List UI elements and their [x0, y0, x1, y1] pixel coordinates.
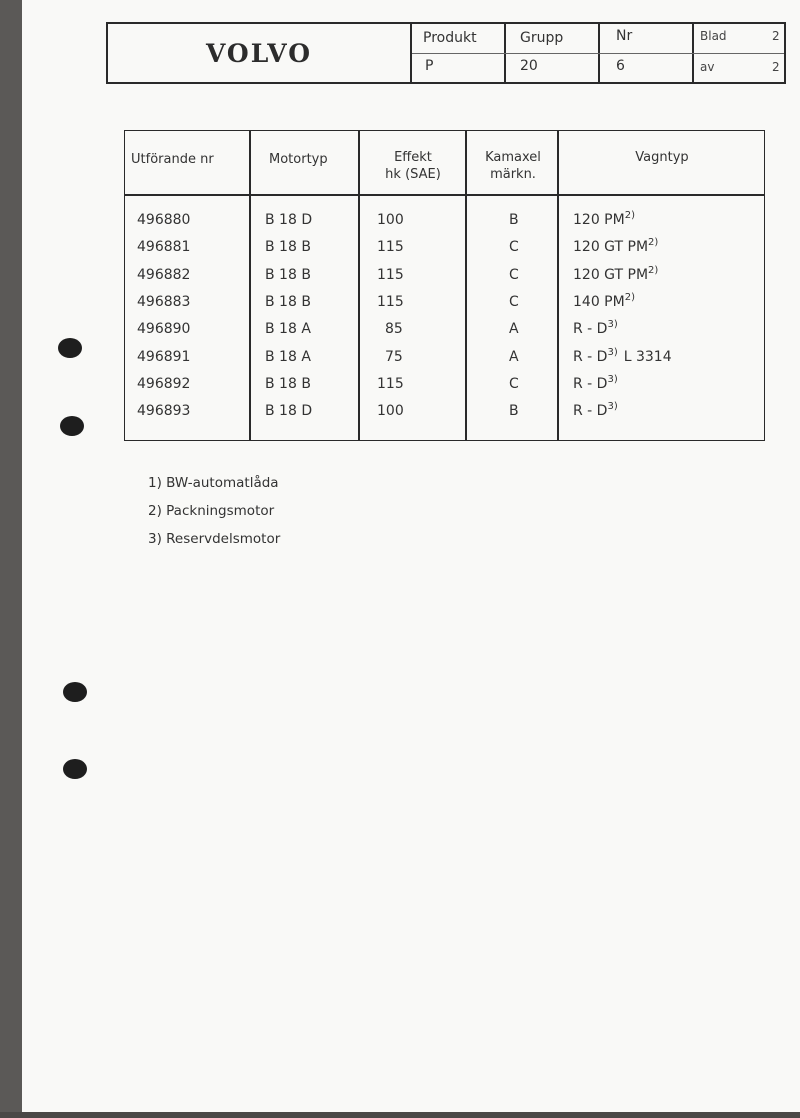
vagntyp-text: 120 PM — [573, 212, 625, 228]
punch-hole — [63, 759, 87, 779]
cell-motortyp: B 18 A — [265, 348, 311, 365]
produkt-value: P — [425, 58, 434, 74]
cell-kamaxel: A — [509, 348, 519, 365]
cell-motortyp: B 18 B — [265, 293, 311, 310]
header-effekt-line2: hk (SAE) — [385, 167, 441, 182]
cell-utforande: 496891 — [137, 348, 191, 365]
cell-vagntyp — [573, 321, 618, 337]
vagntyp-text: R - D — [573, 348, 608, 365]
cell-utforande: 496892 — [137, 375, 191, 392]
cell-effekt: 85 — [385, 321, 403, 338]
cell-effekt: 115 — [377, 239, 404, 256]
cell-utforande: 496883 — [137, 293, 191, 310]
cell-vagntyp — [573, 264, 659, 283]
produkt-label: Produkt — [423, 30, 477, 46]
vagntyp-text: R - D — [573, 375, 608, 392]
footnote-3: 3) Reservdelsmotor — [148, 531, 281, 547]
cell-vagntyp — [573, 212, 635, 228]
cell-utforande: 496881 — [137, 239, 191, 256]
cell-kamaxel: B — [509, 212, 519, 228]
grupp-value: 20 — [520, 58, 538, 74]
footnote-ref: 2) — [624, 291, 635, 303]
footnote-ref: 3) — [607, 319, 618, 331]
header-kamaxel — [469, 149, 557, 183]
cell-effekt: 75 — [385, 348, 403, 365]
cell-effekt: 100 — [377, 212, 404, 228]
document-header — [106, 22, 786, 84]
cell-motortyp: B 18 B — [265, 266, 311, 283]
footnote-ref: 2) — [648, 237, 659, 249]
footnote-ref: 3) — [607, 346, 618, 358]
cell-kamaxel: B — [509, 403, 519, 420]
cell-motortyp: B 18 A — [265, 321, 311, 338]
cell-motortyp: B 18 B — [265, 239, 311, 256]
footnote-ref: 2) — [648, 264, 659, 276]
cell-utforande: 496893 — [137, 403, 191, 420]
vagntyp-text: R - D — [573, 321, 608, 338]
punch-hole — [63, 682, 87, 702]
cell-utforande: 496890 — [137, 321, 191, 338]
cell-vagntyp — [573, 403, 618, 419]
cell-vagntyp — [573, 373, 618, 392]
footnote-ref: 3) — [607, 401, 618, 413]
vagntyp-extra: L 3314 — [623, 348, 672, 365]
cell-utforande: 496882 — [137, 266, 191, 283]
header-effekt-line1: Effekt — [394, 150, 432, 165]
cell-kamaxel: C — [509, 266, 519, 283]
footnote-1: 1) BW-automatlåda — [148, 475, 279, 491]
cell-kamaxel: C — [509, 293, 519, 310]
page-edge — [0, 1112, 800, 1118]
vagntyp-text: R - D — [573, 403, 608, 420]
cell-effekt: 115 — [377, 293, 404, 310]
cell-effekt: 115 — [377, 266, 404, 283]
footnote-ref: 2) — [624, 210, 635, 221]
cell-vagntyp — [573, 239, 658, 255]
header-utforande: Utförande nr — [131, 152, 214, 167]
cell-motortyp: B 18 B — [265, 375, 311, 392]
cell-effekt: 115 — [377, 375, 404, 392]
blad-value: 2 — [772, 29, 780, 43]
cell-motortyp: B 18 D — [265, 403, 313, 420]
header-kamaxel-line1: Kamaxel — [485, 150, 541, 165]
nr-value: 6 — [616, 58, 625, 74]
blad-label: Blad — [700, 29, 727, 43]
volvo-logo: VOLVO — [205, 38, 313, 68]
engine-table — [124, 130, 765, 441]
header-motortyp: Motortyp — [269, 152, 328, 167]
cell-utforande: 496880 — [137, 212, 191, 228]
nr-label: Nr — [616, 28, 633, 44]
cell-kamaxel: C — [509, 239, 519, 256]
vagntyp-text: 140 PM — [573, 293, 625, 310]
grupp-label: Grupp — [520, 30, 564, 46]
header-kamaxel-line2: märkn. — [490, 167, 536, 182]
cell-effekt: 100 — [377, 403, 404, 420]
cell-vagntyp — [573, 346, 672, 365]
cell-kamaxel: A — [509, 321, 519, 338]
punch-hole — [60, 416, 84, 436]
cell-kamaxel: C — [509, 375, 519, 392]
av-label: av — [700, 60, 715, 74]
footnote-ref: 3) — [607, 373, 618, 385]
cell-vagntyp — [573, 291, 635, 310]
av-value: 2 — [772, 60, 780, 74]
footnote-2: 2) Packningsmotor — [148, 503, 275, 519]
punch-hole — [58, 338, 82, 358]
header-effekt — [361, 149, 465, 183]
cell-motortyp: B 18 D — [265, 212, 313, 228]
vagntyp-text: 120 GT PM — [573, 239, 649, 256]
header-vagntyp: Vagntyp — [635, 150, 689, 165]
vagntyp-text: 120 GT PM — [573, 266, 649, 283]
